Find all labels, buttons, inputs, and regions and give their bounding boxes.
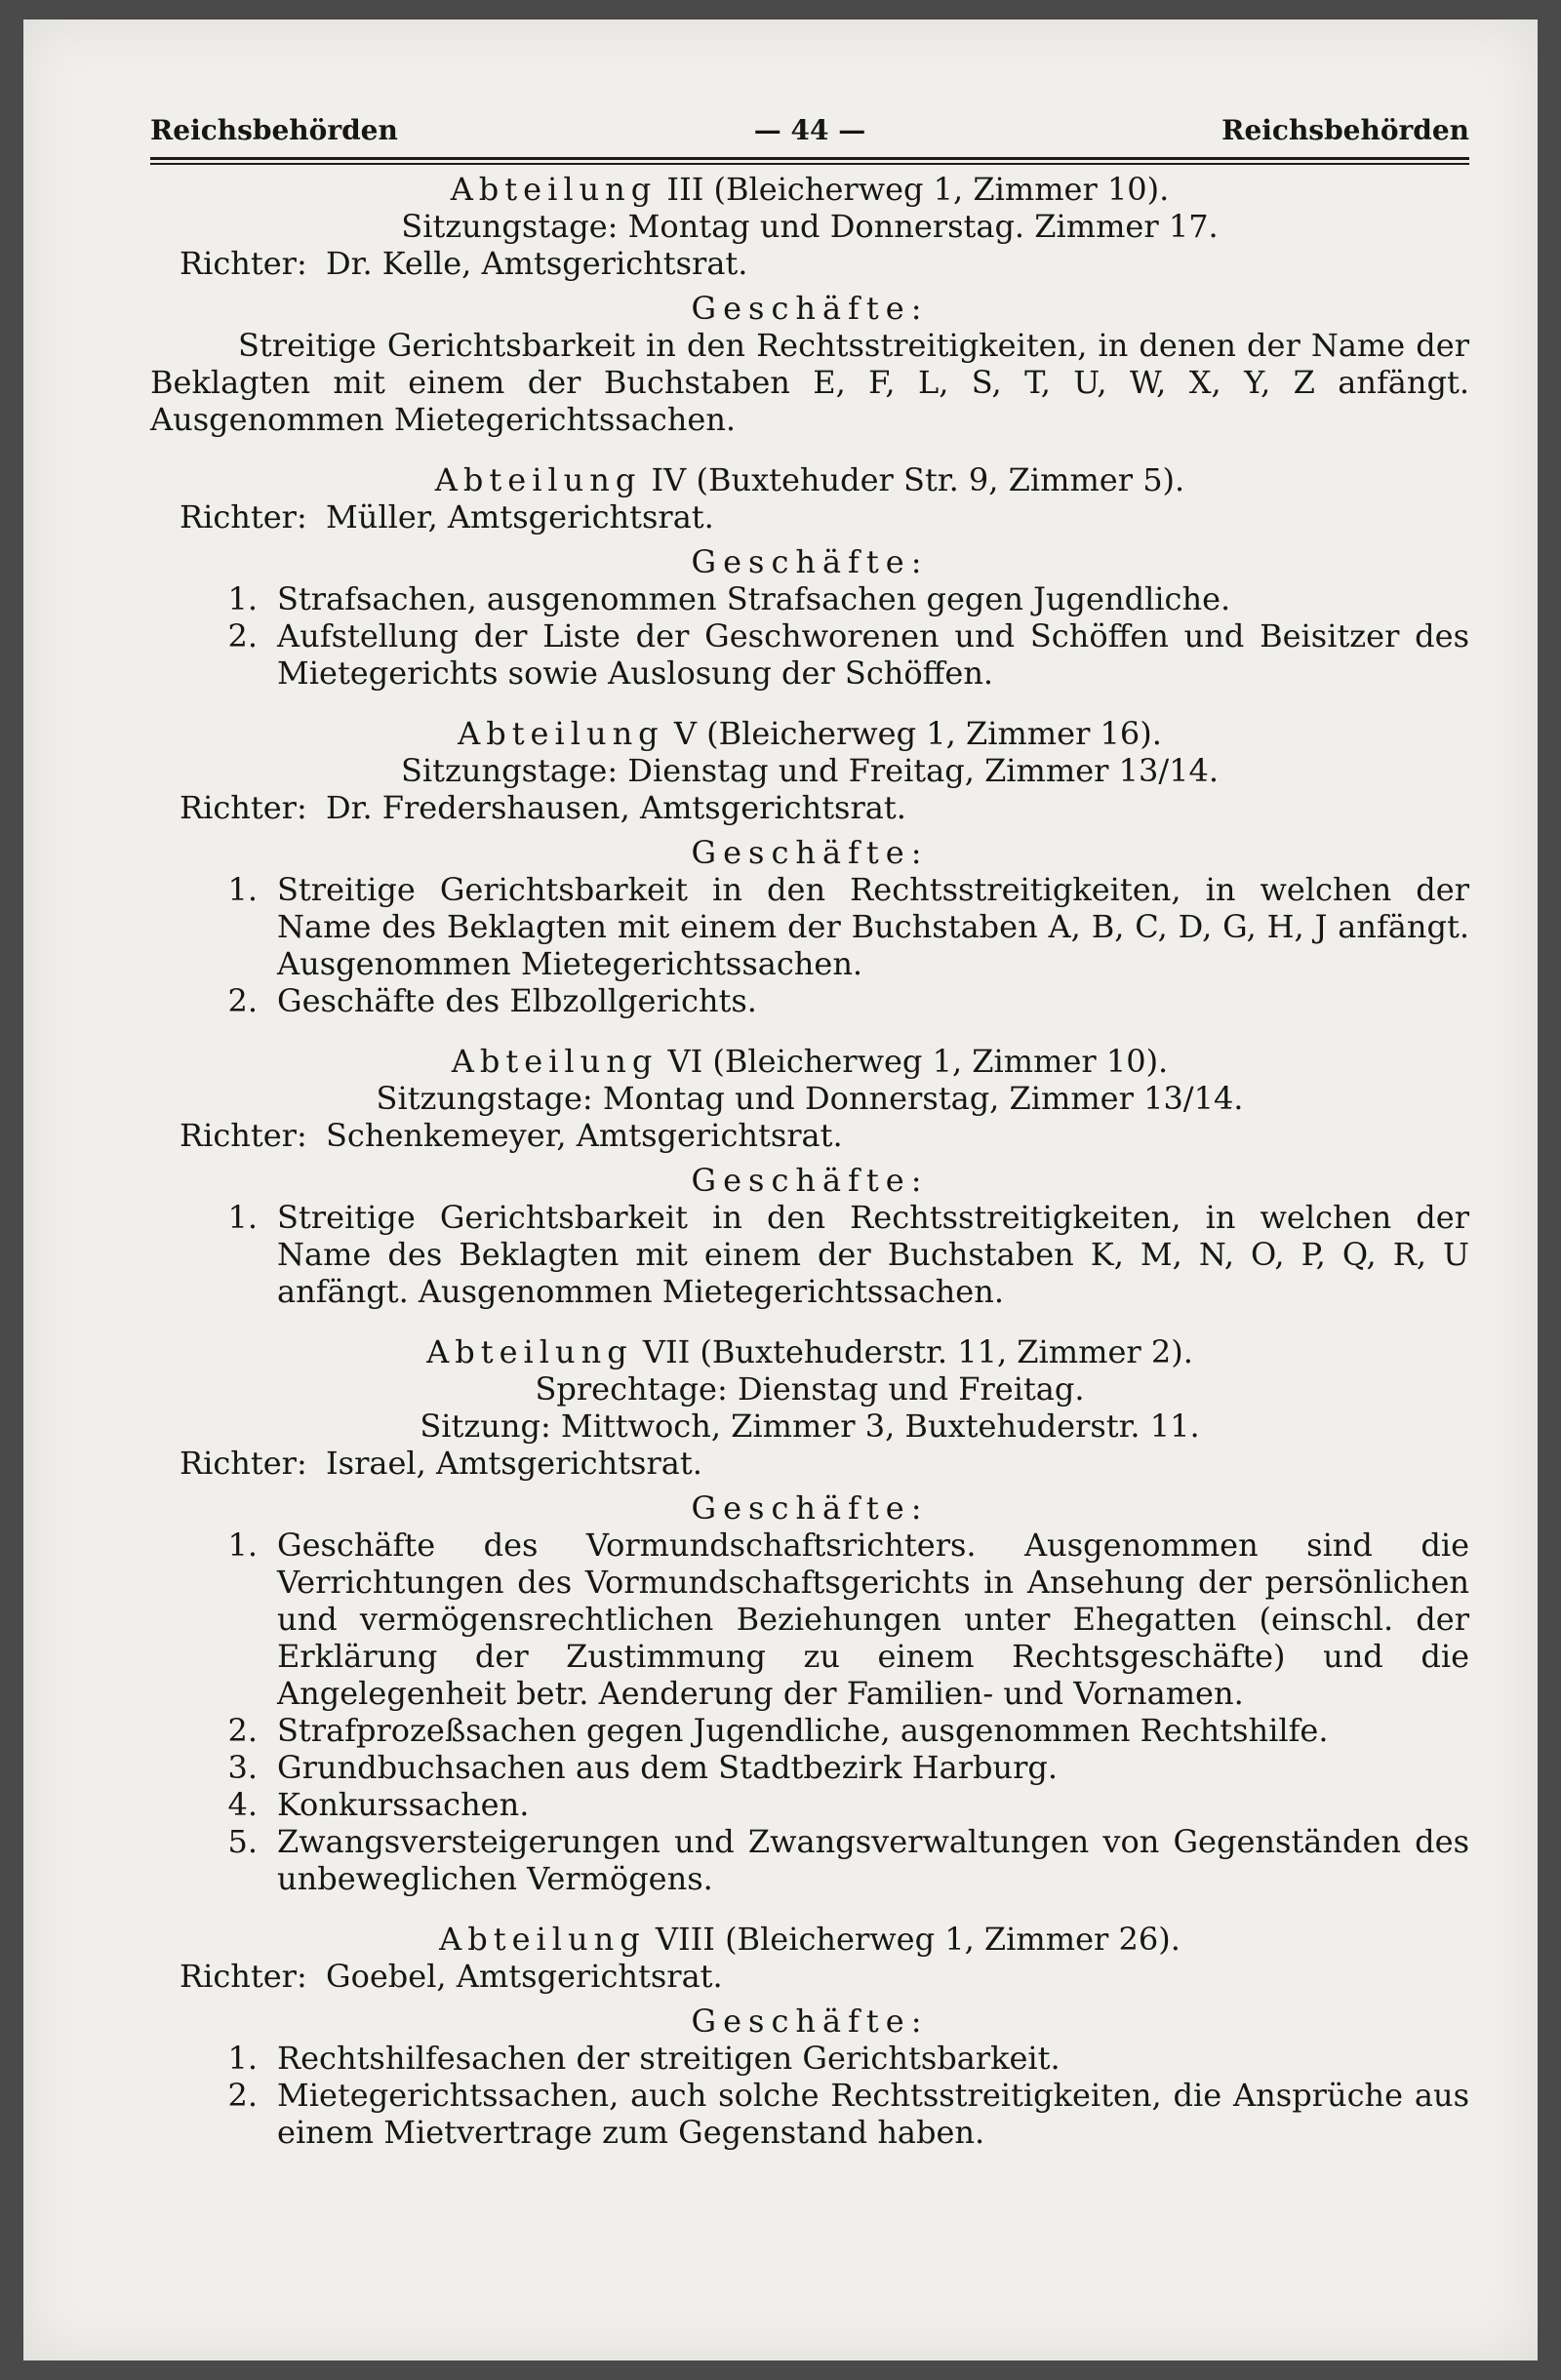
judge-label: Richter: [180,1957,307,1995]
department-numeral: V [673,714,697,752]
department-title [150,461,1469,498]
duties-heading: Geschäfte: [691,1488,929,1527]
item-number: 1. [227,579,258,617]
judge-name: Dr. Fredershausen, Amtsgerichtsrat. [326,788,906,826]
item-text: Grundbuchsachen aus dem Stadtbezirk Harburg. [277,1748,1059,1786]
session-info: Sitzung: Mittwoch, Zimmer 3, Buxtehuderstr. 11. [420,1407,1200,1445]
session-info: Sitzungstage: Dienstag und Freitag, Zimmer 13/14. [400,751,1220,789]
document-page [23,20,1538,2360]
item-number: 3. [227,1748,258,1786]
section-spacer [150,438,1469,461]
department-title [150,1921,1469,1958]
item-number: 4. [227,1785,258,1823]
department-numeral: VII [642,1332,691,1370]
department-location: (Bleicherweg 1, Zimmer 10). [713,170,1170,208]
judge-label: Richter: [180,788,307,826]
department-label: Abteilung [434,460,642,498]
list-item [150,617,1469,692]
item-text: Zwangsversteigerungen und Zwangsverwaltungen von Gegenständen des unbeweglichen Vermögens. [277,1822,1469,1897]
item-number: 2. [227,1711,258,1749]
department-label: Abteilung [450,170,658,208]
department-numeral: IV [651,460,687,498]
item-text: Streitige Gerichtsbarkeit in den Rechtsstreitigkeiten, in welchen der Name des Beklagten mit einem der Buchstaben A, B, C, D, G, H, J anfängt. Ausgenommen Mietegerichtssachen. [277,870,1469,982]
section-spacer [150,1019,1469,1043]
judge-line [150,1117,1469,1154]
item-text: Aufstellung der Liste der Geschworenen und Schöffen und Beisitzer des Mietegerichts sowie Auslosung der Schöffen. [277,616,1469,692]
section-spacer [150,692,1469,715]
header-left: Reichsbehörden [150,114,398,146]
duties-heading: Geschäfte: [691,833,929,871]
item-text: Geschäfte des Vormundschaftsrichters. Ausgenommen sind die Verrichtungen des Vormundschaftsgerichts in Ansehung der persönlichen und vermögensrechtlichen Beziehungen unter Ehegatten (einschl. der Erklärung der Zustimmung zu einem Rechtsgeschäfte) und die Angelegenheit betr. Aenderung der Familien- und Vornamen. [277,1526,1469,1712]
section-spacer [150,1310,1469,1333]
list-item [150,1712,1469,1749]
list-item [150,1749,1469,1786]
department-numeral: VI [667,1042,703,1080]
judge-label: Richter: [180,1116,307,1154]
item-number: 5. [227,1822,258,1860]
list-item [150,2077,1469,2151]
department-label: Abteilung [458,714,664,752]
item-number: 2. [227,981,258,1019]
department-location: (Buxtehuder Str. 9, Zimmer 5). [696,460,1185,498]
item-number: 2. [227,2076,258,2114]
judge-line [150,1958,1469,1995]
duties-list [150,580,1469,692]
judge-name: Schenkemeyer, Amtsgerichtsrat. [326,1116,843,1154]
duties-list [150,1199,1469,1310]
item-text: Streitige Gerichtsbarkeit in den Rechtsstreitigkeiten, in welchen der Name des Beklagten mit einem der Buchstaben K, M, N, O, P, Q, R, U anfängt. Ausgenommen Mietegerichtssachen. [277,1198,1469,1310]
list-item [150,1199,1469,1310]
department-numeral: III [666,170,704,208]
judge-label: Richter: [180,497,307,536]
item-text: Strafsachen, ausgenommen Strafsachen gegen Jugendliche. [277,579,1231,617]
item-text: Strafprozeßsachen gegen Jugendliche, ausgenommen Rechtshilfe. [277,1711,1329,1749]
department-label: Abteilung [426,1332,633,1370]
judge-line [150,789,1469,826]
list-item [150,871,1469,982]
item-number: 2. [227,616,258,654]
judge-name: Dr. Kelle, Amtsgerichtsrat. [326,244,748,282]
duties-heading: Geschäfte: [691,2002,929,2040]
department-label: Abteilung [451,1042,659,1080]
list-item [150,1786,1469,1823]
section-spacer [150,1897,1469,1921]
duties-list [150,2040,1469,2151]
department-location: (Bleicherweg 1, Zimmer 26). [725,1920,1181,1958]
list-item [150,1823,1469,1897]
department-title [150,1043,1469,1080]
department-location: (Buxtehuderstr. 11, Zimmer 2). [700,1332,1193,1370]
item-text: Geschäfte des Elbzollgerichts. [277,981,757,1019]
judge-label: Richter: [180,244,307,282]
list-item [150,2040,1469,2077]
department-location: (Bleicherweg 1, Zimmer 10). [712,1042,1169,1080]
session-info: Sitzungstage: Montag und Donnerstag, Zimmer 13/14. [376,1079,1244,1117]
judge-name: Goebel, Amtsgerichtsrat. [326,1957,723,1995]
sections-container [150,171,1469,2151]
duties-paragraph: Streitige Gerichtsbarkeit in den Rechtsstreitigkeiten, in denen der Name der Beklagten mit einem der Buchstaben E, F, L, S, T, U, W, X, Y, Z anfängt. Ausgenommen Mietegerichtssachen. [150,326,1469,438]
item-text: Konkurssachen. [277,1785,530,1823]
department-label: Abteilung [439,1920,646,1958]
page-content [150,112,1469,2151]
header-right: Reichsbehörden [1221,114,1469,146]
department-section [150,1310,1469,1897]
duties-heading: Geschäfte: [691,289,929,327]
judge-line [150,1445,1469,1482]
duties-heading: Geschäfte: [691,542,929,580]
list-item [150,982,1469,1019]
judge-line [150,245,1469,282]
department-numeral: VIII [655,1920,715,1958]
department-location: (Bleicherweg 1, Zimmer 16). [706,714,1162,752]
department-section [150,171,1469,438]
item-number: 1. [227,1526,258,1564]
item-number: 1. [227,1198,258,1236]
judge-name: Israel, Amtsgerichtsrat. [326,1444,702,1482]
item-text: Rechtshilfesachen der streitigen Gerichtsbarkeit. [277,2039,1061,2077]
department-section [150,438,1469,692]
session-info: Sprechtage: Dienstag und Freitag. [535,1369,1085,1408]
department-section [150,1897,1469,2151]
duties-list [150,871,1469,1019]
department-title [150,1333,1469,1370]
department-section [150,692,1469,1019]
judge-label: Richter: [180,1444,307,1482]
department-section [150,1019,1469,1310]
item-text: Mietegerichtssachen, auch solche Rechtsstreitigkeiten, die Ansprüche aus einem Mietvertrage zum Gegenstand haben. [277,2076,1469,2151]
running-header [150,112,1469,153]
duties-heading: Geschäfte: [691,1161,929,1199]
judge-name: Müller, Amtsgerichtsrat. [326,497,714,536]
item-number: 1. [227,2039,258,2077]
list-item [150,580,1469,617]
item-number: 1. [227,870,258,908]
session-info: Sitzungstage: Montag und Donnerstag. Zimmer 17. [401,207,1219,245]
department-title [150,171,1469,208]
page-number: — 44 — [753,114,866,146]
list-item [150,1527,1469,1712]
header-rule-thin [150,163,1469,165]
judge-line [150,498,1469,536]
duties-list [150,1527,1469,1897]
department-title [150,715,1469,752]
header-rule-thick [150,157,1469,160]
